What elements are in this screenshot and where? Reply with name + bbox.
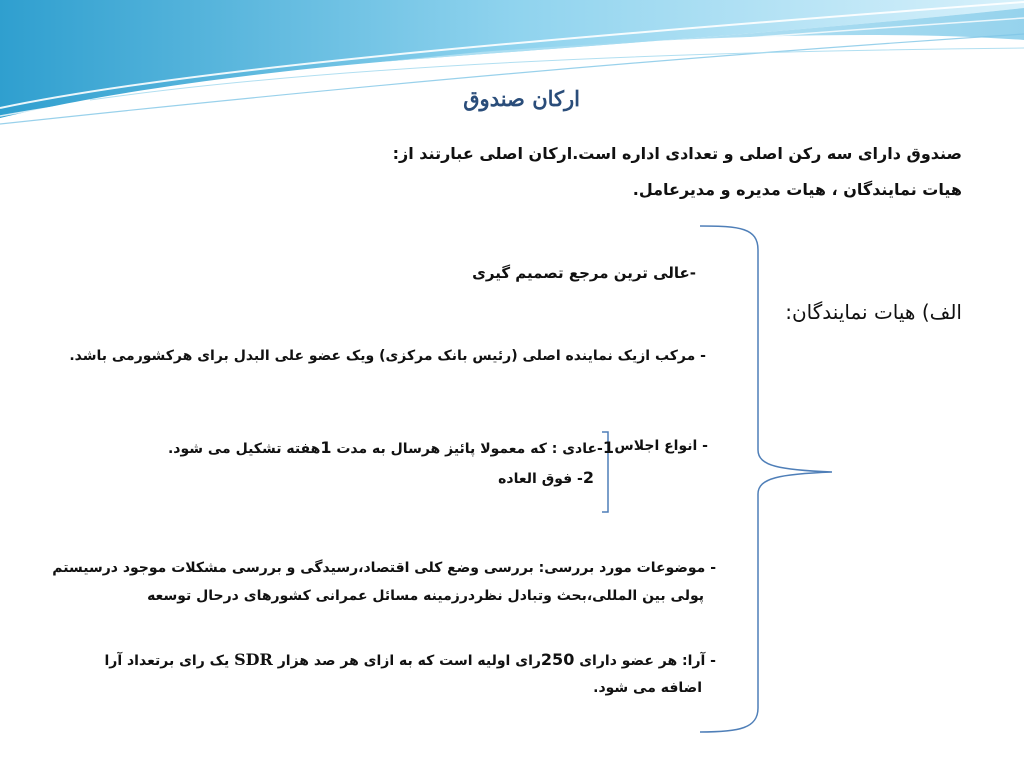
meeting-type-extraordinary xyxy=(498,468,594,487)
main-curly-brace xyxy=(700,226,832,732)
meeting-type-regular-text: -عادی : که معمولا پائیز هرسال به مدت xyxy=(331,441,603,457)
votes-text-pre: - آرا: هر عضو دارای xyxy=(574,653,716,669)
votes-text-mid: رای اولیه است که به ازای هر صد هزار xyxy=(272,653,541,669)
meeting-duration-number: 1 xyxy=(320,438,332,457)
meeting-type-regular-number: 1 xyxy=(602,438,614,457)
bullet-topics-line-1: - موضوعات مورد بررسی: بررسی وضع کلی اقتصاد،رسیدگی و بررسی مشکلات موجود درسیستم xyxy=(52,560,716,576)
meeting-type-extraordinary-text: - فوق العاده xyxy=(498,471,583,487)
page-title: ارکان صندوق xyxy=(463,86,580,111)
meeting-type-regular-tail: هفته تشکیل می شود. xyxy=(167,441,321,457)
bullet-votes-line-1 xyxy=(104,650,716,669)
bullet-highest-authority: -عالی ترین مرجع تصمیم گیری xyxy=(472,264,696,282)
bullet-topics-line-2: پولی بین المللی،بحث وتبادل نظردرزمینه مسائل عمرانی کشورهای درحال توسعه xyxy=(147,588,704,604)
meeting-type-extraordinary-number: 2 xyxy=(582,468,594,487)
bullet-votes-line-2: اضافه می شود. xyxy=(593,680,702,696)
bullet-meeting-types-label: - انواع اجلاس xyxy=(614,438,708,454)
intro-line-1: صندوق دارای سه رکن اصلی و تعدادی اداره است.ارکان اصلی عبارتند از: xyxy=(392,144,962,163)
votes-text-post: یک رای برتعداد آرا xyxy=(104,653,235,669)
meeting-type-regular xyxy=(168,438,614,457)
intro-line-2: هیات نمایندگان ، هیات مدیره و مدیرعامل. xyxy=(632,180,962,199)
section-label: الف) هیات نمایندگان: xyxy=(785,300,962,324)
votes-sdr-label: SDR xyxy=(234,650,273,669)
bullet-composition: - مرکب ازیک نماینده اصلی (رئیس بانک مرکزی) ویک عضو علی البدل برای هرکشورمی باشد. xyxy=(69,348,706,364)
votes-base-number: 250 xyxy=(540,650,575,669)
